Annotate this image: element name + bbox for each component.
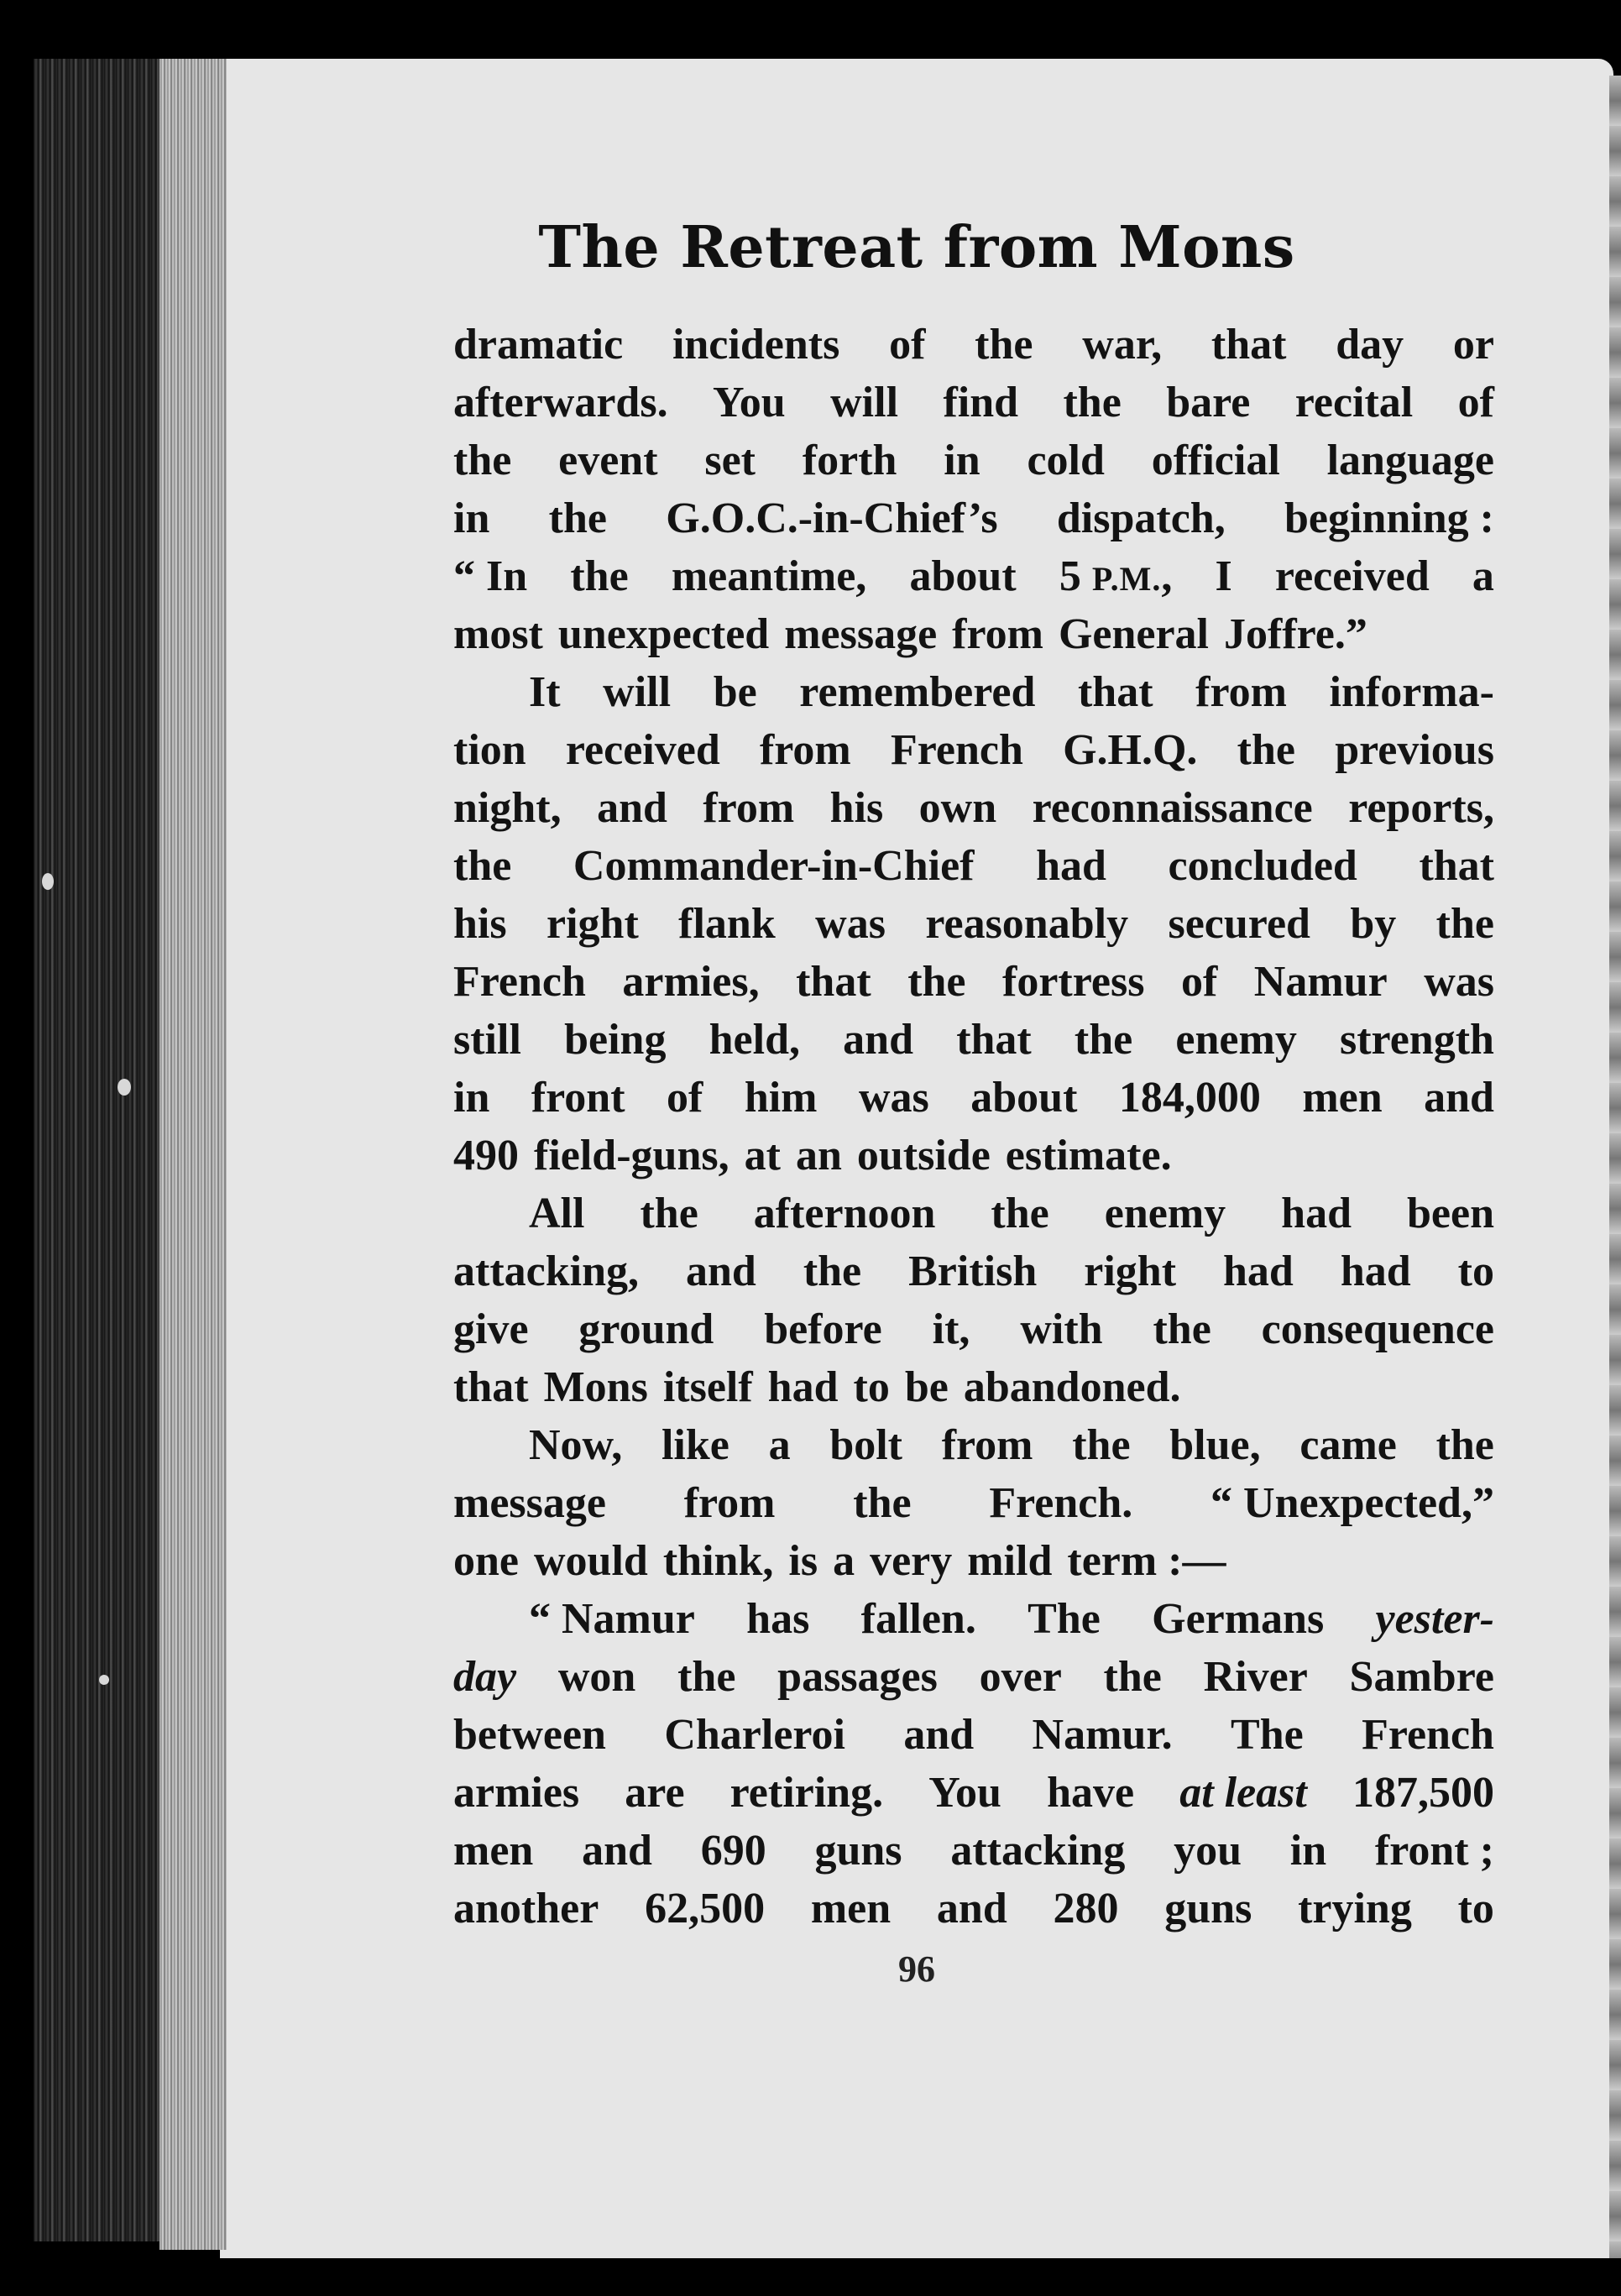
word: yester- xyxy=(1375,1595,1494,1643)
word: like xyxy=(661,1421,729,1469)
word: reconnaissance xyxy=(1032,784,1313,832)
word: armies xyxy=(453,1769,580,1817)
word: French xyxy=(890,726,1023,774)
text-line xyxy=(453,837,1494,895)
word: from xyxy=(952,610,1043,658)
text-line xyxy=(453,605,1494,663)
word: very xyxy=(870,1537,953,1585)
word: dramatic xyxy=(453,321,624,369)
word: or xyxy=(1452,321,1494,369)
text-line xyxy=(453,1416,1494,1474)
text-line xyxy=(453,1648,1494,1706)
word: most xyxy=(453,610,543,658)
word: 184,000 xyxy=(1118,1074,1261,1122)
word: own xyxy=(918,784,997,832)
scan-speck xyxy=(99,1675,109,1685)
word: the xyxy=(991,1190,1049,1237)
word: that xyxy=(1419,842,1494,890)
word: The xyxy=(1028,1595,1101,1643)
text-line xyxy=(453,1069,1494,1127)
word: 690 xyxy=(700,1827,766,1875)
word: are xyxy=(625,1769,685,1817)
word: bare xyxy=(1166,379,1251,426)
word: an xyxy=(795,1132,842,1179)
word: in xyxy=(453,1074,490,1122)
word: night, xyxy=(453,784,562,832)
word: reports, xyxy=(1348,784,1494,832)
word: you xyxy=(1174,1827,1242,1875)
word: it, xyxy=(932,1305,970,1353)
word: the xyxy=(1435,900,1494,948)
word: 187,500 xyxy=(1352,1769,1494,1817)
word: the xyxy=(1072,1421,1131,1469)
word: the xyxy=(1153,1305,1211,1353)
word: term :— xyxy=(1067,1537,1226,1585)
word: unexpected xyxy=(557,610,770,658)
word: attacking xyxy=(950,1827,1126,1875)
word: language xyxy=(1326,437,1494,484)
text-line xyxy=(453,1185,1494,1242)
word: You xyxy=(928,1769,1001,1817)
word: won xyxy=(557,1653,636,1701)
word: trying xyxy=(1298,1885,1412,1933)
scan-speck xyxy=(118,1079,131,1096)
word: been xyxy=(1407,1190,1494,1237)
word: Commander-in-Chief xyxy=(573,842,975,890)
word: Namur. xyxy=(1032,1711,1173,1759)
body-text xyxy=(453,316,1494,1938)
word: informa- xyxy=(1329,668,1494,716)
word: will xyxy=(603,668,672,716)
running-head: The Retreat from Mons xyxy=(538,214,1295,281)
word: abandoned. xyxy=(963,1363,1181,1411)
word: in xyxy=(1289,1827,1327,1875)
word: to xyxy=(1457,1247,1494,1295)
word: a xyxy=(768,1421,791,1469)
text-line xyxy=(453,547,1494,605)
word: Germans xyxy=(1152,1595,1325,1643)
word: mild xyxy=(967,1537,1053,1585)
word: meantime, xyxy=(671,552,867,600)
word: find xyxy=(943,379,1019,426)
text-line xyxy=(453,1880,1494,1938)
word: previous xyxy=(1335,726,1494,774)
word: 5 P.M., xyxy=(1059,552,1173,600)
word: Charleroi xyxy=(664,1711,845,1759)
word: and xyxy=(597,784,667,832)
page-gutter xyxy=(159,59,227,2250)
word: right xyxy=(546,900,639,948)
word: incidents xyxy=(672,321,840,369)
word: You xyxy=(713,379,786,426)
word: outside xyxy=(856,1132,991,1179)
word: men xyxy=(810,1885,892,1933)
text-line xyxy=(453,1127,1494,1185)
text-line xyxy=(453,1822,1494,1880)
word: came xyxy=(1299,1421,1397,1469)
word: received xyxy=(1274,552,1430,600)
word: his xyxy=(453,900,507,948)
word: men xyxy=(1302,1074,1383,1122)
word: French. xyxy=(989,1479,1133,1527)
word: Now, xyxy=(529,1421,623,1469)
word: still xyxy=(453,1016,521,1064)
text-line xyxy=(453,663,1494,721)
word: and xyxy=(843,1016,914,1064)
word: front ; xyxy=(1374,1827,1494,1875)
word: 280 xyxy=(1053,1885,1119,1933)
word: The xyxy=(1231,1711,1304,1759)
word: and xyxy=(936,1885,1007,1933)
word: set xyxy=(704,437,756,484)
scan-speck xyxy=(42,873,54,890)
text-line xyxy=(453,953,1494,1011)
word: and xyxy=(582,1827,652,1875)
word: a xyxy=(833,1537,855,1585)
word: his xyxy=(829,784,884,832)
word: held, xyxy=(709,1016,800,1064)
word: him xyxy=(744,1074,818,1122)
word: at xyxy=(744,1132,781,1179)
word: Mons xyxy=(543,1363,648,1411)
text-line xyxy=(453,1242,1494,1300)
word: was xyxy=(858,1074,929,1122)
word: about xyxy=(970,1074,1078,1122)
text-line xyxy=(453,431,1494,489)
word: Joffre.” xyxy=(1224,610,1367,658)
word: afternoon xyxy=(753,1190,936,1237)
word: I xyxy=(1215,552,1232,600)
word: the xyxy=(677,1653,736,1701)
text-line xyxy=(453,1300,1494,1358)
word: had xyxy=(1036,842,1106,890)
word: armies, xyxy=(622,958,760,1006)
word: fallen. xyxy=(860,1595,976,1643)
word: “ Namur xyxy=(529,1595,695,1643)
word: the xyxy=(1063,379,1122,426)
word: the xyxy=(1435,1421,1494,1469)
word: day xyxy=(1336,321,1404,369)
word: field-guns, xyxy=(534,1132,729,1179)
word: 490 xyxy=(453,1132,519,1179)
word: cold xyxy=(1027,437,1105,484)
word: recital xyxy=(1294,379,1414,426)
word: enemy xyxy=(1104,1190,1226,1237)
word: would xyxy=(534,1537,648,1585)
word: the xyxy=(548,494,607,542)
text-line xyxy=(453,1011,1494,1069)
word: the xyxy=(803,1247,862,1295)
text-line xyxy=(453,1590,1494,1648)
word: had xyxy=(1340,1247,1411,1295)
word: remembered xyxy=(799,668,1036,716)
word: in xyxy=(453,494,490,542)
word: afterwards. xyxy=(453,379,668,426)
word: estimate. xyxy=(1005,1132,1172,1179)
word: from xyxy=(1195,668,1287,716)
word: was xyxy=(1424,958,1494,1006)
word: is xyxy=(788,1537,818,1585)
word: G.H.Q. xyxy=(1063,726,1198,774)
word: 62,500 xyxy=(645,1885,766,1933)
word: flank xyxy=(678,900,776,948)
word: and xyxy=(685,1247,756,1295)
word: from xyxy=(683,1479,776,1527)
word: with xyxy=(1020,1305,1103,1353)
word: right xyxy=(1084,1247,1177,1295)
word: the xyxy=(640,1190,698,1237)
word: to xyxy=(853,1363,890,1411)
word: guns xyxy=(1164,1885,1252,1933)
word: itself xyxy=(662,1363,753,1411)
word: that xyxy=(796,958,871,1006)
word: day xyxy=(453,1653,517,1701)
text-line xyxy=(453,1764,1494,1822)
word: to xyxy=(1457,1885,1494,1933)
word: that xyxy=(956,1016,1032,1064)
word: attacking, xyxy=(453,1247,639,1295)
word: in xyxy=(944,437,980,484)
word: at least xyxy=(1179,1769,1307,1817)
word: French xyxy=(1362,1711,1494,1759)
word: being xyxy=(564,1016,667,1064)
word: the xyxy=(453,437,512,484)
word: that xyxy=(453,1363,529,1411)
word: before xyxy=(764,1305,882,1353)
word: blue, xyxy=(1169,1421,1261,1469)
text-line xyxy=(453,895,1494,953)
word: will xyxy=(830,379,899,426)
word: It xyxy=(529,668,561,716)
word: the xyxy=(570,552,629,600)
word: war, xyxy=(1082,321,1163,369)
word: the xyxy=(853,1479,912,1527)
word: have xyxy=(1047,1769,1135,1817)
word: secured xyxy=(1168,900,1310,948)
word: front xyxy=(531,1074,625,1122)
word: men xyxy=(453,1827,534,1875)
word: enemy xyxy=(1175,1016,1297,1064)
word: British xyxy=(908,1247,1038,1295)
word: Namur xyxy=(1253,958,1388,1006)
word: “ Unexpected,” xyxy=(1211,1479,1494,1527)
word: passages xyxy=(777,1653,938,1701)
word: dispatch, xyxy=(1056,494,1226,542)
word: River xyxy=(1203,1653,1308,1701)
text-line xyxy=(453,374,1494,431)
word: message xyxy=(784,610,938,658)
word: was xyxy=(815,900,886,948)
word: retiring. xyxy=(729,1769,884,1817)
page-number: 96 xyxy=(898,1948,935,1990)
word: another xyxy=(453,1885,599,1933)
text-line xyxy=(453,1532,1494,1590)
word: the xyxy=(1103,1653,1162,1701)
word: the xyxy=(1074,1016,1133,1064)
word: had xyxy=(1281,1190,1352,1237)
word: over xyxy=(979,1653,1062,1701)
word: had xyxy=(1223,1247,1294,1295)
word: event xyxy=(558,437,658,484)
word: G.O.C.-in-Chief’s xyxy=(666,494,998,542)
word: General xyxy=(1058,610,1209,658)
text-line xyxy=(453,1358,1494,1416)
word: of xyxy=(889,321,926,369)
word: the xyxy=(453,842,512,890)
word: All xyxy=(529,1190,585,1237)
word: has xyxy=(746,1595,810,1643)
word: from xyxy=(759,726,851,774)
word: of xyxy=(667,1074,703,1122)
word: of xyxy=(1457,379,1494,426)
word: think, xyxy=(662,1537,774,1585)
word: strength xyxy=(1340,1016,1494,1064)
word: received xyxy=(565,726,720,774)
word: and xyxy=(1424,1074,1494,1122)
word: tion xyxy=(453,726,526,774)
word: “ In xyxy=(453,552,528,600)
word: forth xyxy=(802,437,897,484)
word: from xyxy=(941,1421,1033,1469)
word: bolt xyxy=(829,1421,902,1469)
text-line xyxy=(453,1706,1494,1764)
text-line xyxy=(453,489,1494,547)
word: by xyxy=(1350,900,1397,948)
word: be xyxy=(904,1363,949,1411)
word: consequence xyxy=(1261,1305,1494,1353)
word: had xyxy=(767,1363,839,1411)
word: ground xyxy=(578,1305,714,1353)
word: from xyxy=(703,784,795,832)
word: that xyxy=(1077,668,1153,716)
word: official xyxy=(1151,437,1280,484)
word: guns xyxy=(814,1827,902,1875)
text-line xyxy=(453,316,1494,374)
word: fortress xyxy=(1002,958,1145,1006)
word: beginning : xyxy=(1284,494,1494,542)
word: between xyxy=(453,1711,606,1759)
word: of xyxy=(1180,958,1218,1006)
word: one xyxy=(453,1537,519,1585)
word: the xyxy=(975,321,1033,369)
word: about xyxy=(909,552,1017,600)
word: the xyxy=(907,958,966,1006)
text-line xyxy=(453,779,1494,837)
word: message xyxy=(453,1479,606,1527)
word: that xyxy=(1211,321,1287,369)
page-right-edge xyxy=(1609,76,1621,2258)
word: French xyxy=(453,958,586,1006)
word: the xyxy=(1237,726,1295,774)
word: and xyxy=(903,1711,975,1759)
word: be xyxy=(713,668,757,716)
word: give xyxy=(453,1305,529,1353)
word: concluded xyxy=(1168,842,1357,890)
word: a xyxy=(1472,552,1494,600)
text-line xyxy=(453,721,1494,779)
word: reasonably xyxy=(925,900,1129,948)
word: Sambre xyxy=(1349,1653,1494,1701)
text-line xyxy=(453,1474,1494,1532)
